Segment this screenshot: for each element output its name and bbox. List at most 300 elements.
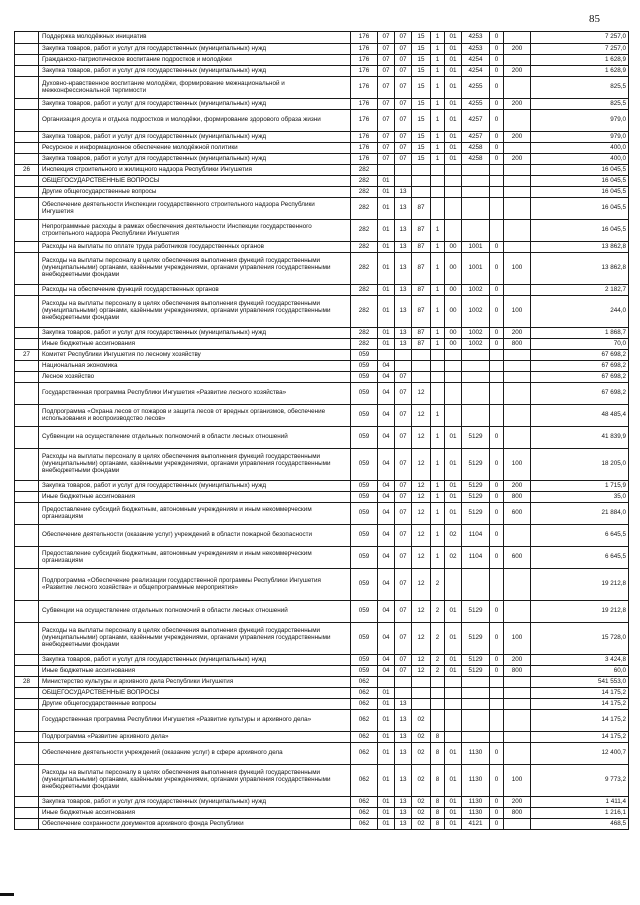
amount-cell: 14 175,2 — [531, 732, 629, 743]
admin-code-cell: 282 — [351, 339, 378, 350]
amount-cell: 400,0 — [531, 154, 629, 165]
item-name-cell: Закупка товаров, работ и услуг для государственных (муниципальных) нужд — [39, 44, 351, 55]
event-code-cell — [445, 187, 462, 198]
section-code-cell: 07 — [378, 154, 395, 165]
program-code-cell: 87 — [412, 339, 431, 350]
subprogram-code-cell: 1 — [431, 503, 445, 525]
row-number-cell — [15, 797, 39, 808]
expense-type-code-cell: 200 — [504, 132, 531, 143]
section-code-cell: 04 — [378, 405, 395, 427]
subsection-code-cell: 07 — [395, 405, 412, 427]
row-number-cell — [15, 655, 39, 666]
item-name-cell: Духовно-нравственное воспитание молодёжи, формирование межнациональной и межконфессиональной терпимости — [39, 77, 351, 99]
section-code-cell: 04 — [378, 492, 395, 503]
event-code-cell: 00 — [445, 242, 462, 253]
expense-type-code-cell: 200 — [504, 66, 531, 77]
direction-suffix-cell: 0 — [490, 481, 504, 492]
subprogram-code-cell — [431, 361, 445, 372]
table-row — [15, 481, 629, 492]
admin-code-cell: 062 — [351, 677, 378, 688]
row-number-cell — [15, 743, 39, 765]
direction-suffix-cell: 0 — [490, 655, 504, 666]
item-name-cell: Другие общегосударственные вопросы — [39, 699, 351, 710]
subsection-code-cell: 13 — [395, 253, 412, 285]
item-name-cell: Закупка товаров, работ и услуг для государственных (муниципальных) нужд — [39, 99, 351, 110]
direction-suffix-cell: 0 — [490, 601, 504, 623]
section-code-cell: 04 — [378, 427, 395, 449]
item-name-cell: Подпрограмма «Охрана лесов от пожаров и защита лесов от вредных организмов, обеспечение использования и воспроизводство лесов» — [39, 405, 351, 427]
amount-cell: 1 715,9 — [531, 481, 629, 492]
row-number-cell — [15, 176, 39, 187]
subprogram-code-cell: 8 — [431, 808, 445, 819]
subprogram-code-cell: 1 — [431, 285, 445, 296]
item-name-cell: Обеспечение деятельности Инспекции государственного строительного надзора Республики Ингушетия — [39, 198, 351, 220]
program-code-cell: 15 — [412, 132, 431, 143]
expense-type-code-cell: 600 — [504, 547, 531, 569]
direction-code-cell: 1001 — [462, 253, 490, 285]
subprogram-code-cell: 1 — [431, 547, 445, 569]
expense-type-code-cell: 800 — [504, 492, 531, 503]
amount-cell: 16 045,5 — [531, 220, 629, 242]
expense-type-code-cell: 200 — [504, 154, 531, 165]
subsection-code-cell: 07 — [395, 66, 412, 77]
event-code-cell: 01 — [445, 601, 462, 623]
direction-suffix-cell — [490, 677, 504, 688]
admin-code-cell: 059 — [351, 525, 378, 547]
direction-suffix-cell — [490, 350, 504, 361]
event-code-cell: 01 — [445, 623, 462, 655]
subprogram-code-cell: 2 — [431, 623, 445, 655]
subsection-code-cell: 13 — [395, 743, 412, 765]
section-code-cell: 01 — [378, 688, 395, 699]
direction-suffix-cell: 0 — [490, 503, 504, 525]
subprogram-code-cell: 1 — [431, 32, 445, 44]
program-code-cell: 87 — [412, 296, 431, 328]
table-row — [15, 601, 629, 623]
table-row — [15, 296, 629, 328]
subprogram-code-cell: 1 — [431, 525, 445, 547]
section-code-cell — [378, 165, 395, 176]
section-code-cell: 04 — [378, 547, 395, 569]
event-code-cell: 00 — [445, 328, 462, 339]
subsection-code-cell: 13 — [395, 797, 412, 808]
program-code-cell: 12 — [412, 427, 431, 449]
direction-code-cell — [462, 405, 490, 427]
subprogram-code-cell: 1 — [431, 492, 445, 503]
program-code-cell — [412, 350, 431, 361]
amount-cell: 13 862,8 — [531, 242, 629, 253]
table-row — [15, 361, 629, 372]
event-code-cell: 00 — [445, 296, 462, 328]
event-code-cell — [445, 176, 462, 187]
admin-code-cell: 062 — [351, 732, 378, 743]
table-row — [15, 55, 629, 66]
amount-cell: 1 628,9 — [531, 55, 629, 66]
program-code-cell: 02 — [412, 710, 431, 732]
item-name-cell: Закупка товаров, работ и услуг для государственных (муниципальных) нужд — [39, 132, 351, 143]
table-row — [15, 328, 629, 339]
row-number-cell: 26 — [15, 165, 39, 176]
section-code-cell: 01 — [378, 765, 395, 797]
expense-type-code-cell: 200 — [504, 44, 531, 55]
subsection-code-cell: 07 — [395, 623, 412, 655]
subprogram-code-cell: 1 — [431, 427, 445, 449]
item-name-cell: Закупка товаров, работ и услуг для государственных (муниципальных) нужд — [39, 328, 351, 339]
section-code-cell: 01 — [378, 819, 395, 830]
admin-code-cell: 176 — [351, 99, 378, 110]
program-code-cell: 87 — [412, 242, 431, 253]
direction-code-cell: 5129 — [462, 503, 490, 525]
amount-cell: 541 553,0 — [531, 677, 629, 688]
table-row — [15, 797, 629, 808]
row-number-cell — [15, 361, 39, 372]
event-code-cell: 01 — [445, 655, 462, 666]
direction-suffix-cell — [490, 699, 504, 710]
admin-code-cell: 059 — [351, 361, 378, 372]
direction-code-cell: 4121 — [462, 819, 490, 830]
table-row — [15, 655, 629, 666]
subsection-code-cell: 13 — [395, 699, 412, 710]
table-row — [15, 808, 629, 819]
direction-suffix-cell — [490, 187, 504, 198]
section-code-cell: 04 — [378, 449, 395, 481]
amount-cell: 19 212,8 — [531, 569, 629, 601]
direction-code-cell — [462, 176, 490, 187]
admin-code-cell: 059 — [351, 449, 378, 481]
event-code-cell: 01 — [445, 481, 462, 492]
direction-suffix-cell — [490, 569, 504, 601]
item-name-cell: Государственная программа Республики Ингушетия «Развитие культуры и архивного дела» — [39, 710, 351, 732]
program-code-cell: 15 — [412, 77, 431, 99]
row-number-cell — [15, 547, 39, 569]
direction-suffix-cell — [490, 383, 504, 405]
event-code-cell — [445, 220, 462, 242]
expense-type-code-cell — [504, 688, 531, 699]
section-code-cell: 01 — [378, 253, 395, 285]
subsection-code-cell: 13 — [395, 198, 412, 220]
section-code-cell: 07 — [378, 44, 395, 55]
subprogram-code-cell: 8 — [431, 765, 445, 797]
table-row — [15, 253, 629, 285]
admin-code-cell: 062 — [351, 765, 378, 797]
subsection-code-cell: 07 — [395, 481, 412, 492]
row-number-cell — [15, 339, 39, 350]
table-row — [15, 666, 629, 677]
subsection-code-cell — [395, 165, 412, 176]
subprogram-code-cell — [431, 176, 445, 187]
table-row — [15, 819, 629, 830]
direction-code-cell: 4257 — [462, 110, 490, 132]
amount-cell: 2 182,7 — [531, 285, 629, 296]
direction-code-cell: 4254 — [462, 55, 490, 66]
subsection-code-cell: 13 — [395, 285, 412, 296]
section-code-cell: 01 — [378, 699, 395, 710]
program-code-cell: 12 — [412, 666, 431, 677]
amount-cell: 6 645,5 — [531, 547, 629, 569]
amount-cell: 1 411,4 — [531, 797, 629, 808]
item-name-cell: Предоставление субсидий бюджетным, автономным учреждениям и иным некоммерческим организациям — [39, 547, 351, 569]
program-code-cell — [412, 361, 431, 372]
section-code-cell: 04 — [378, 601, 395, 623]
expense-type-code-cell: 600 — [504, 503, 531, 525]
event-code-cell: 01 — [445, 765, 462, 797]
row-number-cell — [15, 710, 39, 732]
direction-code-cell: 1002 — [462, 328, 490, 339]
program-code-cell: 15 — [412, 55, 431, 66]
subsection-code-cell: 13 — [395, 339, 412, 350]
event-code-cell: 01 — [445, 99, 462, 110]
event-code-cell: 00 — [445, 339, 462, 350]
subsection-code-cell — [395, 176, 412, 187]
section-code-cell: 01 — [378, 710, 395, 732]
program-code-cell — [412, 187, 431, 198]
row-number-cell — [15, 601, 39, 623]
subprogram-code-cell: 1 — [431, 220, 445, 242]
expense-type-code-cell: 100 — [504, 296, 531, 328]
section-code-cell: 04 — [378, 503, 395, 525]
amount-cell: 1 868,7 — [531, 328, 629, 339]
subsection-code-cell: 07 — [395, 492, 412, 503]
section-code-cell: 07 — [378, 55, 395, 66]
direction-code-cell: 1104 — [462, 547, 490, 569]
event-code-cell: 01 — [445, 77, 462, 99]
table-row — [15, 492, 629, 503]
direction-code-cell — [462, 732, 490, 743]
row-number-cell — [15, 143, 39, 154]
amount-cell: 16 045,5 — [531, 187, 629, 198]
amount-cell: 15 728,0 — [531, 623, 629, 655]
amount-cell: 9 773,2 — [531, 765, 629, 797]
event-code-cell: 01 — [445, 449, 462, 481]
subprogram-code-cell: 2 — [431, 569, 445, 601]
admin-code-cell: 282 — [351, 242, 378, 253]
item-name-cell: Расходы на выплаты по оплате труда работников государственных органов — [39, 242, 351, 253]
subprogram-code-cell: 2 — [431, 666, 445, 677]
amount-cell: 70,0 — [531, 339, 629, 350]
table-row — [15, 350, 629, 361]
row-number-cell — [15, 383, 39, 405]
subsection-code-cell: 07 — [395, 372, 412, 383]
item-name-cell: Иные бюджетные ассигнования — [39, 808, 351, 819]
admin-code-cell: 282 — [351, 328, 378, 339]
direction-suffix-cell: 0 — [490, 32, 504, 44]
subprogram-code-cell: 1 — [431, 99, 445, 110]
section-code-cell — [378, 677, 395, 688]
subsection-code-cell — [395, 688, 412, 699]
admin-code-cell: 059 — [351, 569, 378, 601]
budget-table — [14, 31, 629, 830]
program-code-cell — [412, 372, 431, 383]
program-code-cell: 02 — [412, 797, 431, 808]
direction-code-cell — [462, 372, 490, 383]
subprogram-code-cell: 1 — [431, 339, 445, 350]
event-code-cell: 01 — [445, 666, 462, 677]
row-number-cell — [15, 77, 39, 99]
amount-cell: 18 205,0 — [531, 449, 629, 481]
table-row — [15, 569, 629, 601]
event-code-cell: 00 — [445, 253, 462, 285]
section-code-cell: 07 — [378, 66, 395, 77]
expense-type-code-cell — [504, 710, 531, 732]
section-code-cell: 04 — [378, 666, 395, 677]
direction-code-cell — [462, 569, 490, 601]
admin-code-cell: 176 — [351, 55, 378, 66]
amount-cell: 468,5 — [531, 819, 629, 830]
program-code-cell: 12 — [412, 623, 431, 655]
subsection-code-cell: 07 — [395, 449, 412, 481]
row-number-cell — [15, 525, 39, 547]
event-code-cell — [445, 165, 462, 176]
direction-code-cell: 5129 — [462, 481, 490, 492]
table-row — [15, 623, 629, 655]
program-code-cell: 02 — [412, 743, 431, 765]
item-name-cell: Иные бюджетные ассигнования — [39, 492, 351, 503]
event-code-cell: 01 — [445, 143, 462, 154]
row-number-cell — [15, 732, 39, 743]
section-code-cell: 01 — [378, 808, 395, 819]
table-row — [15, 427, 629, 449]
expense-type-code-cell — [504, 383, 531, 405]
subsection-code-cell: 07 — [395, 525, 412, 547]
admin-code-cell: 176 — [351, 154, 378, 165]
subsection-code-cell: 07 — [395, 547, 412, 569]
program-code-cell: 12 — [412, 655, 431, 666]
program-code-cell: 15 — [412, 44, 431, 55]
direction-suffix-cell: 0 — [490, 143, 504, 154]
item-name-cell: Расходы на выплаты персоналу в целях обеспечения выполнения функций государственными (муниципальными) органами, казёнными учреждениями, органами управления государственными внебюджетными фондами — [39, 449, 351, 481]
amount-cell: 67 698,2 — [531, 350, 629, 361]
admin-code-cell: 282 — [351, 220, 378, 242]
expense-type-code-cell — [504, 176, 531, 187]
admin-code-cell: 062 — [351, 710, 378, 732]
admin-code-cell: 176 — [351, 32, 378, 44]
subprogram-code-cell: 8 — [431, 797, 445, 808]
item-name-cell: Субвенции на осуществление отдельных полномочий в области лесных отношений — [39, 601, 351, 623]
direction-suffix-cell — [490, 220, 504, 242]
program-code-cell: 12 — [412, 547, 431, 569]
amount-cell: 67 698,2 — [531, 361, 629, 372]
scan-edge-mark — [0, 893, 14, 896]
amount-cell: 244,0 — [531, 296, 629, 328]
program-code-cell — [412, 677, 431, 688]
admin-code-cell: 176 — [351, 110, 378, 132]
event-code-cell — [445, 569, 462, 601]
admin-code-cell: 282 — [351, 296, 378, 328]
table-row — [15, 677, 629, 688]
item-name-cell: Комитет Республики Ингушетия по лесному хозяйству — [39, 350, 351, 361]
amount-cell: 19 212,8 — [531, 601, 629, 623]
subprogram-code-cell — [431, 350, 445, 361]
subsection-code-cell: 13 — [395, 220, 412, 242]
expense-type-code-cell — [504, 677, 531, 688]
amount-cell: 35,0 — [531, 492, 629, 503]
direction-suffix-cell: 0 — [490, 285, 504, 296]
item-name-cell: Подпрограмма «Обеспечение реализации государственной программы Республики Ингушетия «Развитие лесного хозяйства» и общепрограммные мероприятия» — [39, 569, 351, 601]
direction-code-cell — [462, 220, 490, 242]
event-code-cell: 02 — [445, 547, 462, 569]
subsection-code-cell: 13 — [395, 328, 412, 339]
item-name-cell: Закупка товаров, работ и услуг для государственных (муниципальных) нужд — [39, 797, 351, 808]
admin-code-cell: 176 — [351, 44, 378, 55]
program-code-cell: 02 — [412, 765, 431, 797]
table-row — [15, 449, 629, 481]
subprogram-code-cell: 1 — [431, 143, 445, 154]
direction-code-cell — [462, 699, 490, 710]
table-row — [15, 547, 629, 569]
admin-code-cell: 282 — [351, 176, 378, 187]
section-code-cell: 01 — [378, 296, 395, 328]
row-number-cell — [15, 405, 39, 427]
direction-code-cell: 1002 — [462, 296, 490, 328]
section-code-cell: 04 — [378, 361, 395, 372]
direction-code-cell — [462, 688, 490, 699]
expense-type-code-cell — [504, 55, 531, 66]
expense-type-code-cell: 200 — [504, 797, 531, 808]
program-code-cell — [412, 176, 431, 187]
expense-type-code-cell — [504, 427, 531, 449]
table-row — [15, 710, 629, 732]
row-number-cell — [15, 187, 39, 198]
table-row — [15, 220, 629, 242]
item-name-cell: Другие общегосударственные вопросы — [39, 187, 351, 198]
subprogram-code-cell — [431, 688, 445, 699]
admin-code-cell: 062 — [351, 743, 378, 765]
direction-suffix-cell — [490, 372, 504, 383]
admin-code-cell: 176 — [351, 143, 378, 154]
section-code-cell: 01 — [378, 743, 395, 765]
subprogram-code-cell: 1 — [431, 66, 445, 77]
direction-code-cell — [462, 383, 490, 405]
amount-cell: 14 175,2 — [531, 688, 629, 699]
subprogram-code-cell: 2 — [431, 601, 445, 623]
program-code-cell: 87 — [412, 253, 431, 285]
event-code-cell: 01 — [445, 808, 462, 819]
direction-suffix-cell: 0 — [490, 808, 504, 819]
event-code-cell — [445, 383, 462, 405]
row-number-cell — [15, 765, 39, 797]
section-code-cell: 07 — [378, 110, 395, 132]
section-code-cell: 04 — [378, 383, 395, 405]
row-number-cell — [15, 492, 39, 503]
program-code-cell: 12 — [412, 405, 431, 427]
table-row — [15, 154, 629, 165]
event-code-cell: 01 — [445, 492, 462, 503]
section-code-cell: 04 — [378, 569, 395, 601]
event-code-cell: 01 — [445, 503, 462, 525]
expense-type-code-cell: 800 — [504, 666, 531, 677]
item-name-cell: Закупка товаров, работ и услуг для государственных (муниципальных) нужд — [39, 66, 351, 77]
expense-type-code-cell — [504, 350, 531, 361]
section-code-cell: 01 — [378, 176, 395, 187]
subprogram-code-cell: 1 — [431, 55, 445, 66]
subprogram-code-cell: 8 — [431, 732, 445, 743]
amount-cell: 1 216,1 — [531, 808, 629, 819]
direction-suffix-cell: 0 — [490, 66, 504, 77]
admin-code-cell: 059 — [351, 547, 378, 569]
program-code-cell: 02 — [412, 732, 431, 743]
event-code-cell: 02 — [445, 525, 462, 547]
item-name-cell: Расходы на выплаты персоналу в целях обеспечения выполнения функций государственными (муниципальными) органами, казёнными учреждениями, органами управления государственными внебюджетными фондами — [39, 765, 351, 797]
event-code-cell: 01 — [445, 819, 462, 830]
amount-cell: 48 485,4 — [531, 405, 629, 427]
direction-code-cell: 5129 — [462, 427, 490, 449]
section-code-cell: 01 — [378, 198, 395, 220]
subsection-code-cell: 07 — [395, 666, 412, 677]
program-code-cell: 15 — [412, 32, 431, 44]
admin-code-cell: 059 — [351, 405, 378, 427]
item-name-cell: Предоставление субсидий бюджетным, автономным учреждениям и иным некоммерческим организациям — [39, 503, 351, 525]
subsection-code-cell: 07 — [395, 32, 412, 44]
